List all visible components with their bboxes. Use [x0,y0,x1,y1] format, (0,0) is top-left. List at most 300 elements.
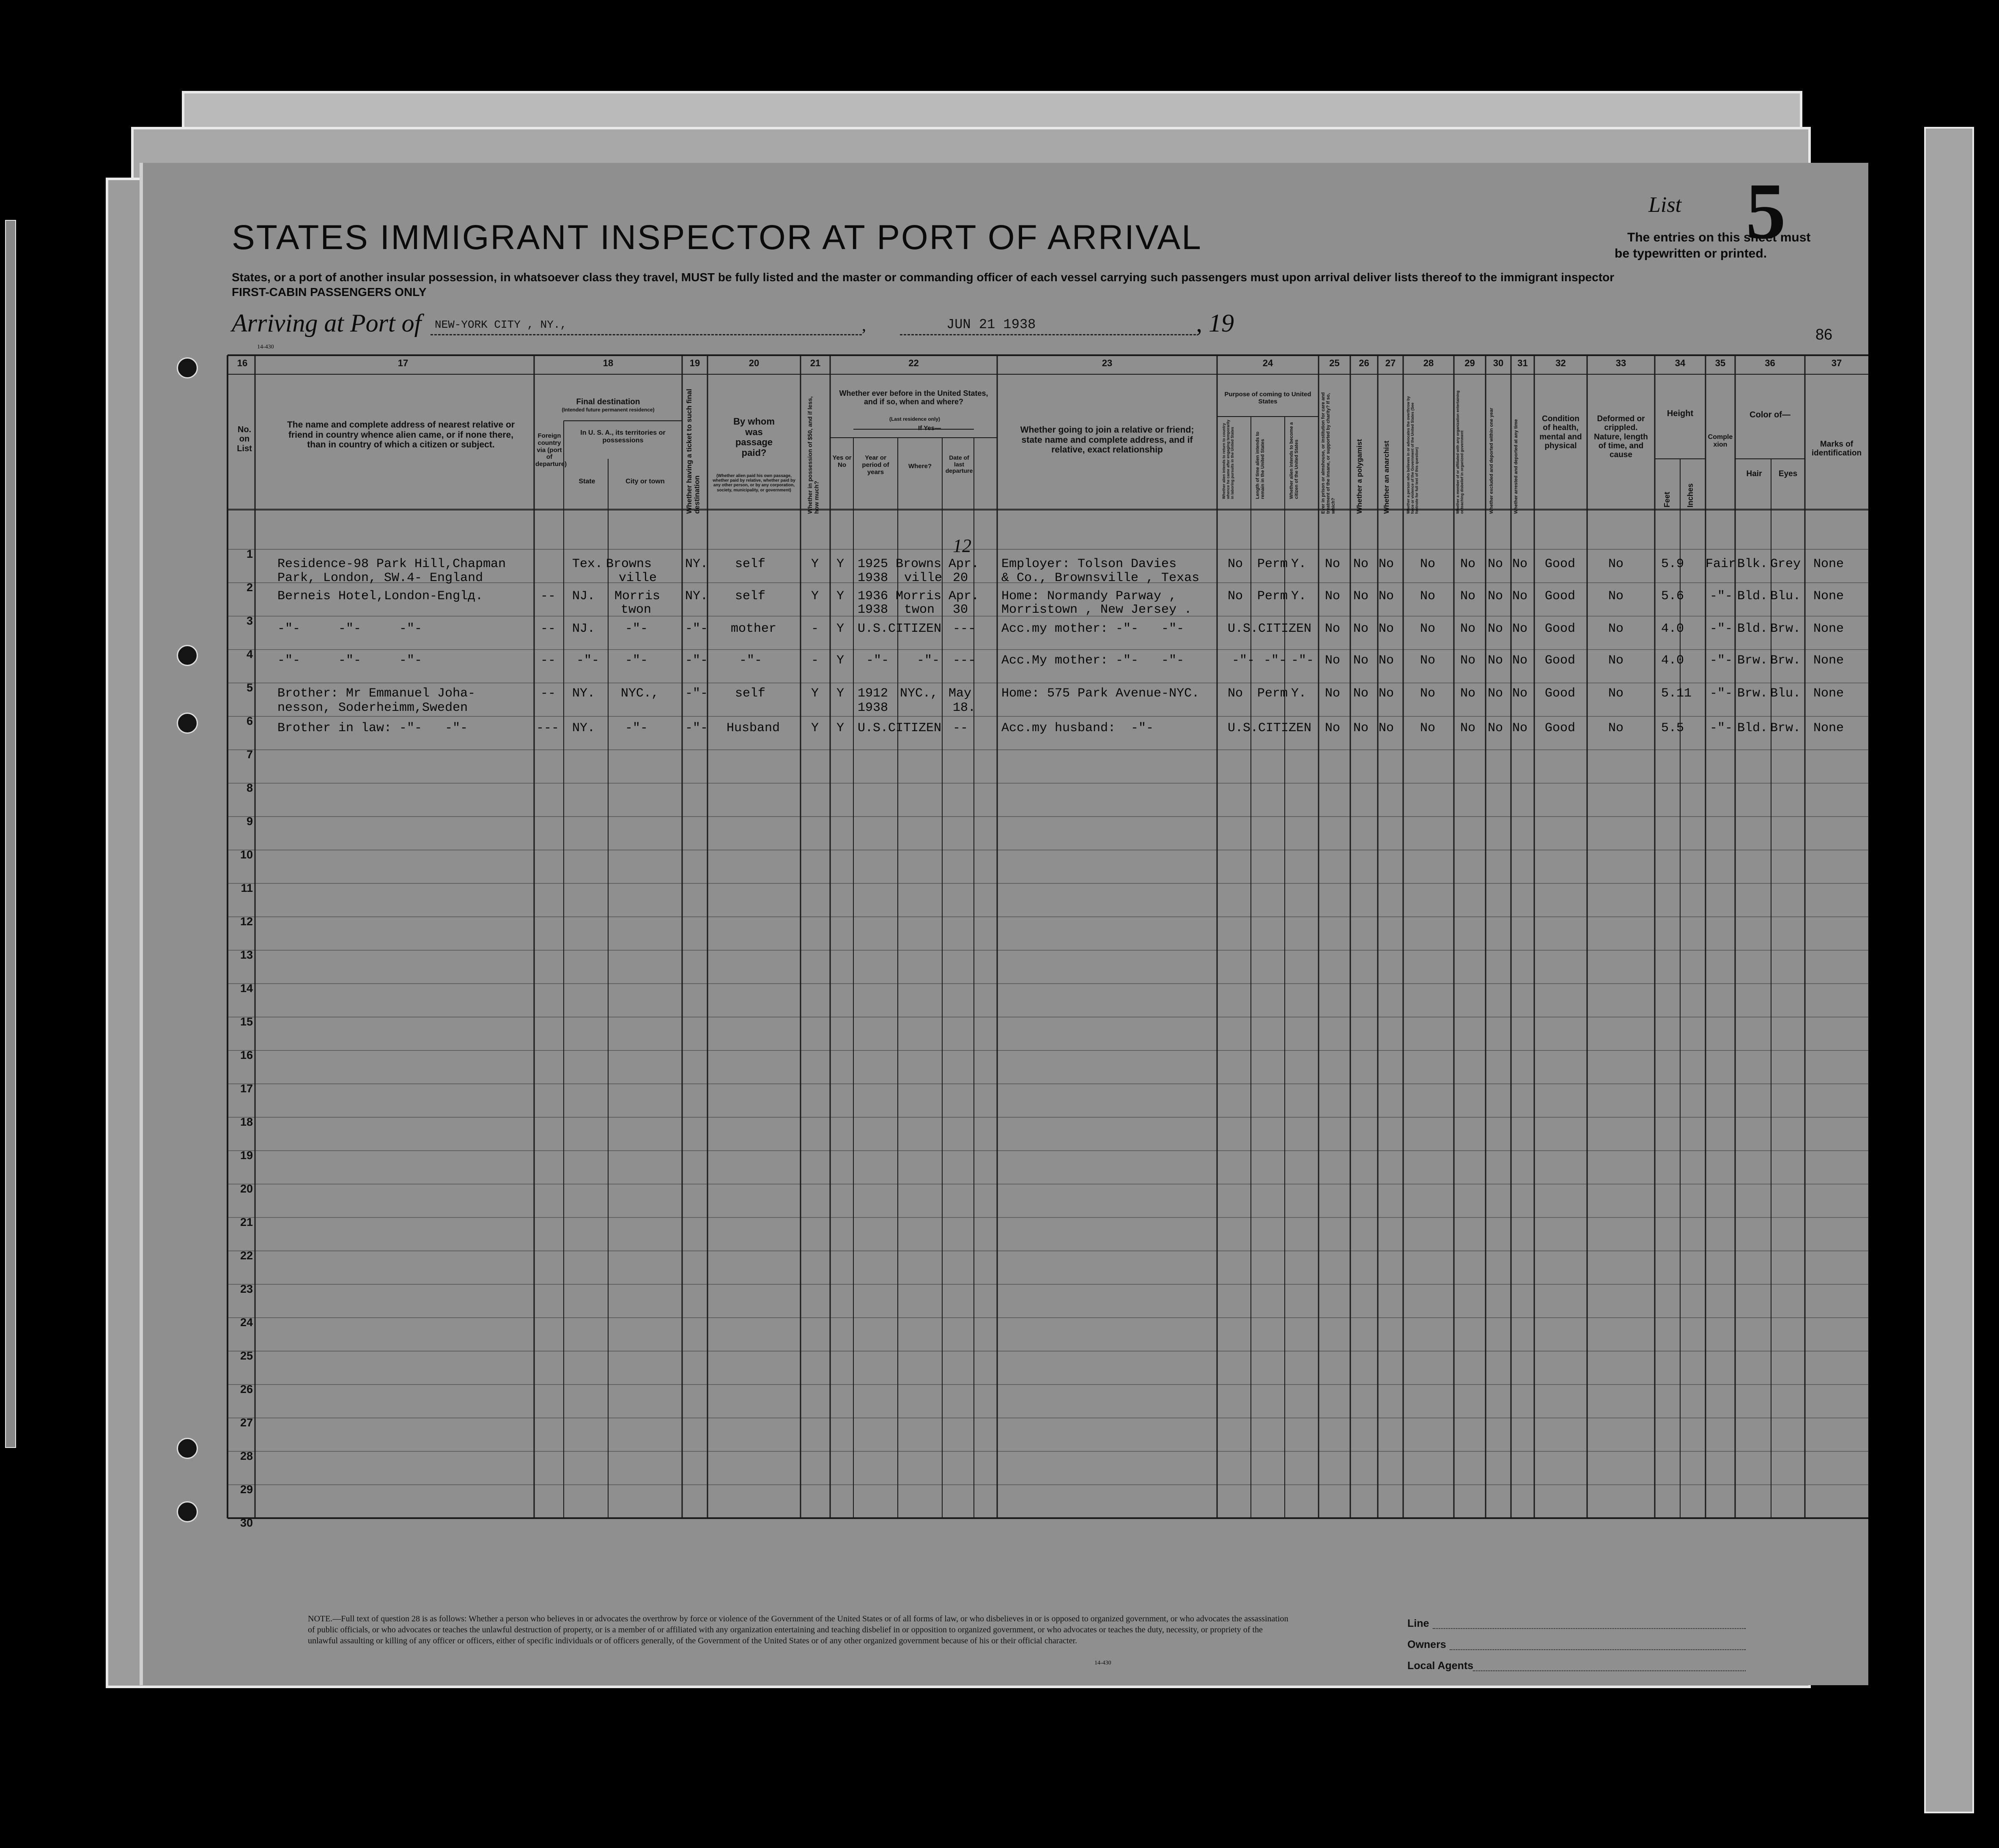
paid-by-cell: Husband [727,721,780,735]
row-number: 9 [246,815,253,828]
address-cell: Park, London, SW.4- England [277,571,483,585]
purpose-return-cell: No [1228,557,1243,571]
complexion-cell: -"- [1710,589,1733,603]
list-note-2: be typewritten or printed. [1615,247,1767,260]
health-cell: Good [1545,653,1576,668]
before-where-cell: Morris [896,589,942,603]
q30-cell: No [1488,622,1503,636]
eyes-cell: Blu. [1770,589,1801,603]
eyes-cell: Brw. [1770,622,1801,636]
before-yes-no-cell: Y [836,686,845,701]
paid-by-cell: self [735,686,766,701]
state-cell: NY. [572,686,595,701]
health-cell: Good [1545,686,1576,701]
row-number: 21 [240,1216,253,1228]
q29-cell: No [1460,589,1476,603]
address-cell: Residence-98 Park Hill,Chapman [277,557,506,571]
col32-header: Condition of health, mental and physical [1539,414,1582,450]
row-number: 27 [240,1416,253,1429]
col33-header: Deformed or crippled. Nature, length of time, and cause [1594,414,1648,460]
prison-cell: No [1325,721,1341,735]
date-value: JUN 21 1938 [946,317,1036,332]
hair-cell: Bld. [1737,622,1768,636]
class-line: FIRST-CABIN PASSENGERS ONLY [232,285,427,299]
money-cell: - [811,653,819,668]
before-year-cell: 1938 [858,701,888,715]
col23-header: Whether going to join a relative or friend; state name and complete address, and if relative, exact relationship [1020,425,1194,455]
col22-where: Where? [908,463,932,470]
q31-cell: No [1512,686,1528,701]
date-comma: , [862,315,866,335]
before-year-cell: U.S.CITIZEN [858,721,942,735]
col-num-25: 25 [1329,358,1340,368]
right-edge-sheet [1924,127,1974,1813]
left-edge-sheet [5,220,16,1448]
complexion-cell: Fair [1706,557,1736,571]
col36-header: Color of— [1749,410,1791,420]
q29-cell: No [1460,686,1476,701]
col22-sub: (Last residence only) [889,416,941,422]
height-cell: 5.9 [1661,557,1684,571]
row-number: 16 [240,1049,253,1061]
before-year-cell: 1938 [858,603,888,617]
row-number: 3 [246,614,253,627]
deformed-cell: No [1608,622,1624,636]
eyes-cell: Brw. [1770,721,1801,735]
paid-by-cell: -"- [739,653,762,668]
row-number: 11 [241,882,253,894]
before-yes-no-cell: Y [836,622,845,636]
before-date-cell: May [949,686,972,701]
deformed-cell: No [1608,589,1624,603]
deformed-cell: No [1608,721,1624,735]
col36-eyes: Eyes [1778,469,1798,478]
joining-cell: & Co., Brownsville , Texas [1001,571,1200,585]
joining-cell: Home: 575 Park Avenue-NYC. [1001,686,1200,701]
before-date-cell: -- [953,721,968,735]
height-cell: 4.0 [1661,622,1684,636]
height-cell: 4.0 [1661,653,1684,668]
row-number: 13 [240,949,253,961]
purpose-length-cell: Perm [1257,589,1288,603]
money-cell: - [811,622,819,636]
manifest-sheet [140,163,1868,1685]
paid-by-cell: self [735,589,766,603]
col18-sub: (Intended future permanent residence) [562,407,655,413]
health-cell: Good [1545,622,1576,636]
row-number: 25 [240,1349,253,1362]
complexion-cell: -"- [1710,686,1733,701]
before-year-cell: 1912 [858,686,888,701]
line-label: Line [1407,1618,1429,1629]
deformed-cell: No [1608,686,1624,701]
col-num-22: 22 [908,358,919,368]
before-year-cell: 1936 [858,589,888,603]
q29-cell: No [1460,653,1476,668]
anarchist-cell: No [1379,622,1394,636]
col21-header: Whether in possession of $50, and if less, how much? [806,396,820,514]
col-num-32: 32 [1555,358,1566,368]
hair-cell: Brw. [1737,653,1768,668]
col-num-19: 19 [689,358,700,368]
purpose-length-cell: Perm [1257,686,1288,701]
anarchist-cell: No [1379,589,1394,603]
anarchist-cell: No [1379,686,1394,701]
before-date-cell: 30 [953,603,968,617]
col22-header: Whether ever before in the United States, and if so, when and where? [839,389,988,406]
health-cell: Good [1545,721,1576,735]
row-number: 6 [246,715,253,727]
col24-header: Purpose of coming to United States [1224,391,1311,405]
col34-header: Height [1667,409,1694,418]
height-cell: 5.5 [1661,721,1684,735]
city-cell: -"- [625,653,648,668]
col18-header: Final destination [576,398,640,406]
manifest-grid [143,163,1868,1685]
before-where-cell: ville [904,571,943,585]
arriving-label: Arriving at Port of [232,309,422,337]
col30-header: Whether excluded and deported within one year [1489,408,1494,514]
col-num-24: 24 [1262,358,1273,368]
port-value: NEW-YORK CITY , NY., [435,318,567,331]
hair-cell: Bld. [1737,589,1768,603]
col-num-18: 18 [603,358,614,368]
foreign-cell: -- [540,589,556,603]
joining-cell: Morristown , New Jersey . [1001,603,1192,617]
col19-header: Whether having a ticket to such final destination [685,389,701,514]
col-num-16: 16 [237,358,248,368]
col25-header: Ever in prison or almshouse, or institution for care and treatment of the insane, or supported by charity? If so, which? [1321,392,1336,514]
row-number: 26 [240,1383,253,1396]
before-yes-no-cell: Y [836,721,845,735]
money-cell: Y [811,721,819,735]
q30-cell: No [1488,557,1503,571]
col-num-17: 17 [398,358,409,368]
city-cell: NYC., [621,686,659,701]
city-cell: -"- [625,622,648,636]
joining-cell: Home: Normandy Parway , [1001,589,1177,603]
before-where-cell: Browns [896,557,942,571]
ticket-cell: -"- [685,721,708,735]
col18-usa: In U. S. A., its territories or possessions [580,429,666,444]
foreign-cell: -- [540,622,556,636]
state-cell: NY. [572,721,595,735]
prison-cell: No [1325,653,1341,668]
col26-header: Whether a polygamist [1355,439,1363,514]
eyes-cell: Brw. [1770,653,1801,668]
eyes-cell: Grey [1770,557,1801,571]
col22-date: Date of last departure [945,454,973,474]
col22-yesno: Yes or No [832,454,852,469]
q29-cell: No [1460,622,1476,636]
before-where-cell: NYC., [900,686,938,701]
row-number: 15 [240,1015,253,1028]
foreign-cell: -- [540,653,556,668]
joining-cell: Acc.my mother: -"- -"- [1001,622,1185,636]
col37-header: Marks of identification [1811,440,1862,458]
q28-cell: No [1420,686,1436,701]
list-number: 5 [1746,167,1786,256]
before-year-cell: U.S.CITIZEN [858,622,942,636]
address-cell: Brother: Mr Emmanuel Joha- [277,686,476,701]
paid-by-cell: self [735,557,766,571]
q31-cell: No [1512,653,1528,668]
col22-ifyes: If Yes— [918,425,941,432]
owners-label: Owners [1407,1639,1446,1651]
q31-cell: No [1512,557,1528,571]
col-num-34: 34 [1675,358,1686,368]
foreign-cell: --- [536,721,559,735]
purpose-citizen-cell: -"- [1291,653,1314,668]
purpose-length-cell: Perm [1257,557,1288,571]
row-number: 14 [240,982,253,995]
col18-state: State [579,478,595,485]
q28-cell: No [1420,557,1436,571]
complexion-cell: -"- [1710,653,1733,668]
col24b-header: Length of time alien intends to remain in the United States [1255,431,1266,499]
prison-cell: No [1325,557,1341,571]
row-number: 4 [246,648,253,661]
prison-cell: No [1325,622,1341,636]
q30-cell: No [1488,686,1503,701]
col-num-29: 29 [1464,358,1475,368]
complexion-cell: -"- [1710,622,1733,636]
polygamist-cell: No [1353,686,1369,701]
purpose-length-cell: -"- [1264,653,1287,668]
prison-cell: No [1325,589,1341,603]
money-cell: Y [811,686,819,701]
row-number: 30 [240,1516,253,1529]
purpose-return-cell: No [1228,589,1243,603]
ticket-cell: -"- [685,686,708,701]
height-cell: 5.6 [1661,589,1684,603]
hair-cell: Blk. [1737,557,1768,571]
before-date-cell: --- [953,653,976,668]
purpose-citizen-cell: Y. [1291,589,1307,603]
hair-cell: Brw. [1737,686,1768,701]
joining-cell: Acc.my husband: -"- [1001,721,1154,735]
col-num-20: 20 [749,358,760,368]
col24a-header: Whether alien intends to return to country whence he came after engaging temporarily in laboring pursuits in the United States [1222,420,1234,499]
state-cell: NJ. [572,622,595,636]
city-cell: twon [621,603,652,617]
q30-cell: No [1488,653,1503,668]
purpose-citizen-cell: Y. [1291,557,1307,571]
col18-foreign: Foreign country via (port of departure) [535,432,567,468]
marks-cell: None [1813,622,1844,636]
before-yes-no-cell: Y [836,589,845,603]
col34-inches: Inches [1686,483,1695,507]
row-number: 8 [246,781,253,794]
col20-header: By whom was passage paid? [733,416,775,458]
q30-cell: No [1488,721,1503,735]
anarchist-cell: No [1379,653,1394,668]
row-number: 23 [240,1283,253,1295]
col-num-36: 36 [1765,358,1775,368]
before-date-cell: Apr. [949,557,979,571]
form-title: STATES IMMIGRANT INSPECTOR AT PORT OF ARRIVAL [232,218,1202,257]
q30-cell: No [1488,589,1503,603]
hair-cell: Bld. [1737,721,1768,735]
col-num-31: 31 [1517,358,1528,368]
col-num-27: 27 [1385,358,1396,368]
eyes-cell: Blu. [1770,686,1801,701]
col24c-header: Whether alien intends to become a citizen of the United States [1289,422,1300,499]
col28-header: Whether a person who believes in or advocates the overthrow by force or violence of the Government of the United States (See footnote for full text of this question) [1406,396,1419,514]
row-number: 1 [246,548,253,560]
health-cell: Good [1545,557,1576,571]
q28-cell: No [1420,589,1436,603]
footer-form-code: 14-430 [1094,1660,1111,1666]
row-number: 18 [240,1116,253,1128]
row-number: 19 [240,1149,253,1162]
col31-header: Whether arrested and deported at any time [1514,419,1519,514]
polygamist-cell: No [1353,721,1369,735]
before-date-cell: 18. [953,701,976,715]
local-agents-label: Local Agents [1407,1660,1474,1672]
height-cell: 5.11 [1661,686,1692,701]
paid-by-cell: mother [731,622,777,636]
list-label: List [1648,193,1682,217]
form-intro: States, or a port of another insular possession, in whatsoever class they travel, MUST be fully listed and the master or commanding officer of each vessel carrying such passengers must upon arrival deliver lists thereof to the immigrant inspector [232,271,1615,284]
before-yes-no-cell: Y [836,557,845,571]
purpose-return-cell: -"- [1232,653,1255,668]
state-cell: Tex. [572,557,603,571]
anarchist-cell: No [1379,557,1394,571]
money-cell: Y [811,589,819,603]
ticket-cell: -"- [685,622,708,636]
ticket-cell: -"- [685,653,708,668]
marks-cell: None [1813,721,1844,735]
q31-cell: No [1512,622,1528,636]
q28-cell: No [1420,622,1436,636]
polygamist-cell: No [1353,653,1369,668]
before-date-cell: 20 [953,571,968,585]
purpose-cell: U.S.CITIZEN [1228,622,1312,636]
form-code: 14-430 [257,344,274,350]
ticket-cell: NY. [685,557,708,571]
col29-header: Whether a member of or affiliated with any organization entertaining or teaching disbelief in organized government [1456,390,1464,514]
state-cell: NJ. [572,589,595,603]
marks-cell: None [1813,686,1844,701]
joining-cell: Employer: Tolson Davies [1001,557,1177,571]
before-yes-no-cell: Y [836,653,845,668]
row-number: 29 [240,1483,253,1496]
col17-header: The name and complete address of nearest relative or friend in country whence alien came, or if none there, than in country of which a citizen or subject. [287,420,515,450]
col36-hair: Hair [1746,469,1762,478]
ticket-cell: NY. [685,589,708,603]
money-cell: Y [811,557,819,571]
col16-header: No. on List [237,425,252,453]
col22-year: Year or period of years [862,454,889,476]
before-where-cell: -"- [917,653,940,668]
col27-header: Whether an anarchist [1382,441,1390,514]
polygamist-cell: No [1353,557,1369,571]
row-number: 7 [246,748,253,761]
city-cell: ville [619,571,657,585]
address-cell: nesson, Soderheimm,Sweden [277,701,468,715]
marks-cell: None [1813,557,1844,571]
anarchist-cell: No [1379,721,1394,735]
before-date-cell: --- [953,622,976,636]
q29-cell: No [1460,721,1476,735]
handwritten-note: 12 [953,535,971,556]
address-cell: Berneis Hotel,London-Englд. [277,589,483,603]
col35-header: Complexion [1708,433,1733,448]
line-field [1433,1628,1746,1629]
q29-cell: No [1460,557,1476,571]
marks-cell: None [1813,653,1844,668]
col20-sub: (Whether alien paid his own passage, whether paid by relative, whether paid by any other person, or by any corporation, society, municipality, or government) [713,474,795,493]
q31-cell: No [1512,721,1528,735]
col-num-28: 28 [1423,358,1434,368]
col-num-37: 37 [1831,358,1842,368]
before-year-cell: 1925 [858,557,888,571]
purpose-return-cell: No [1228,686,1243,701]
row-number: 24 [240,1316,253,1329]
deformed-cell: No [1608,653,1624,668]
q28-cell: No [1420,653,1436,668]
row-number: 28 [240,1450,253,1462]
city-cell: -"- [625,721,648,735]
col-num-21: 21 [810,358,821,368]
row-number: 5 [246,681,253,694]
before-date-cell: Apr. [949,589,979,603]
col-num-23: 23 [1102,358,1113,368]
prison-cell: No [1325,686,1341,701]
row-number: 17 [240,1082,253,1095]
col-num-33: 33 [1615,358,1626,368]
col-num-26: 26 [1359,358,1369,368]
row-number: 2 [246,581,253,594]
purpose-cell: U.S.CITIZEN [1228,721,1312,735]
city-cell: Morris [614,589,661,603]
row-number: 10 [240,848,253,861]
state-cell: -"- [576,653,600,668]
col34-feet: Feet [1663,491,1671,507]
q31-cell: No [1512,589,1528,603]
address-cell: -"- -"- -"- [277,622,422,636]
polygamist-cell: No [1353,622,1369,636]
city-cell: Browns [606,557,652,571]
joining-cell: Acc.My mother: -"- -"- [1001,653,1185,668]
row-number: 22 [240,1249,253,1262]
col-num-35: 35 [1715,358,1726,368]
deformed-cell: No [1608,557,1624,571]
purpose-citizen-cell: Y. [1291,686,1307,701]
footnote-q28: NOTE.—Full text of question 28 is as follows: Whether a person who believes in or advocates the overthrow by force or violence of the Government of the United States or of all forms of law, or who disbelieves in or is opposed to organized government, or who advocates the assassination of public officials, or who advocates or teaches the unlawful destruction of property, or is a member of or affiliated with any organization entertaining and teaching disbelief in or opposition to organized government, or who advocates or teaches the duty, necessity, or propriety of the unlawful assaulting or killing of any officer or officers, either of specific individuals or of officers generally, of the Government of the United States or of any other organized government because of his or their official character. [308,1614,1289,1645]
col-num-30: 30 [1493,358,1504,368]
marks-cell: None [1813,589,1844,603]
health-cell: Good [1545,589,1576,603]
address-cell: Brother in law: -"- -"- [277,721,468,735]
list-note-1: The entries on this sheet must [1627,230,1811,244]
polygamist-cell: No [1353,589,1369,603]
complexion-cell: -"- [1710,721,1733,735]
row-number: 12 [240,915,253,928]
col18-city: City or town [625,478,665,485]
address-cell: -"- -"- -"- [277,653,422,668]
page-number: 86 [1815,326,1833,343]
agents-field [1473,1670,1746,1671]
row-number: 20 [240,1182,253,1195]
owners-field [1450,1649,1746,1650]
year-prefix: , 19 [1196,309,1234,337]
before-where-cell: twon [904,603,935,617]
before-year-cell: -"- [866,653,889,668]
foreign-cell: -- [540,686,556,701]
q28-cell: No [1420,721,1436,735]
